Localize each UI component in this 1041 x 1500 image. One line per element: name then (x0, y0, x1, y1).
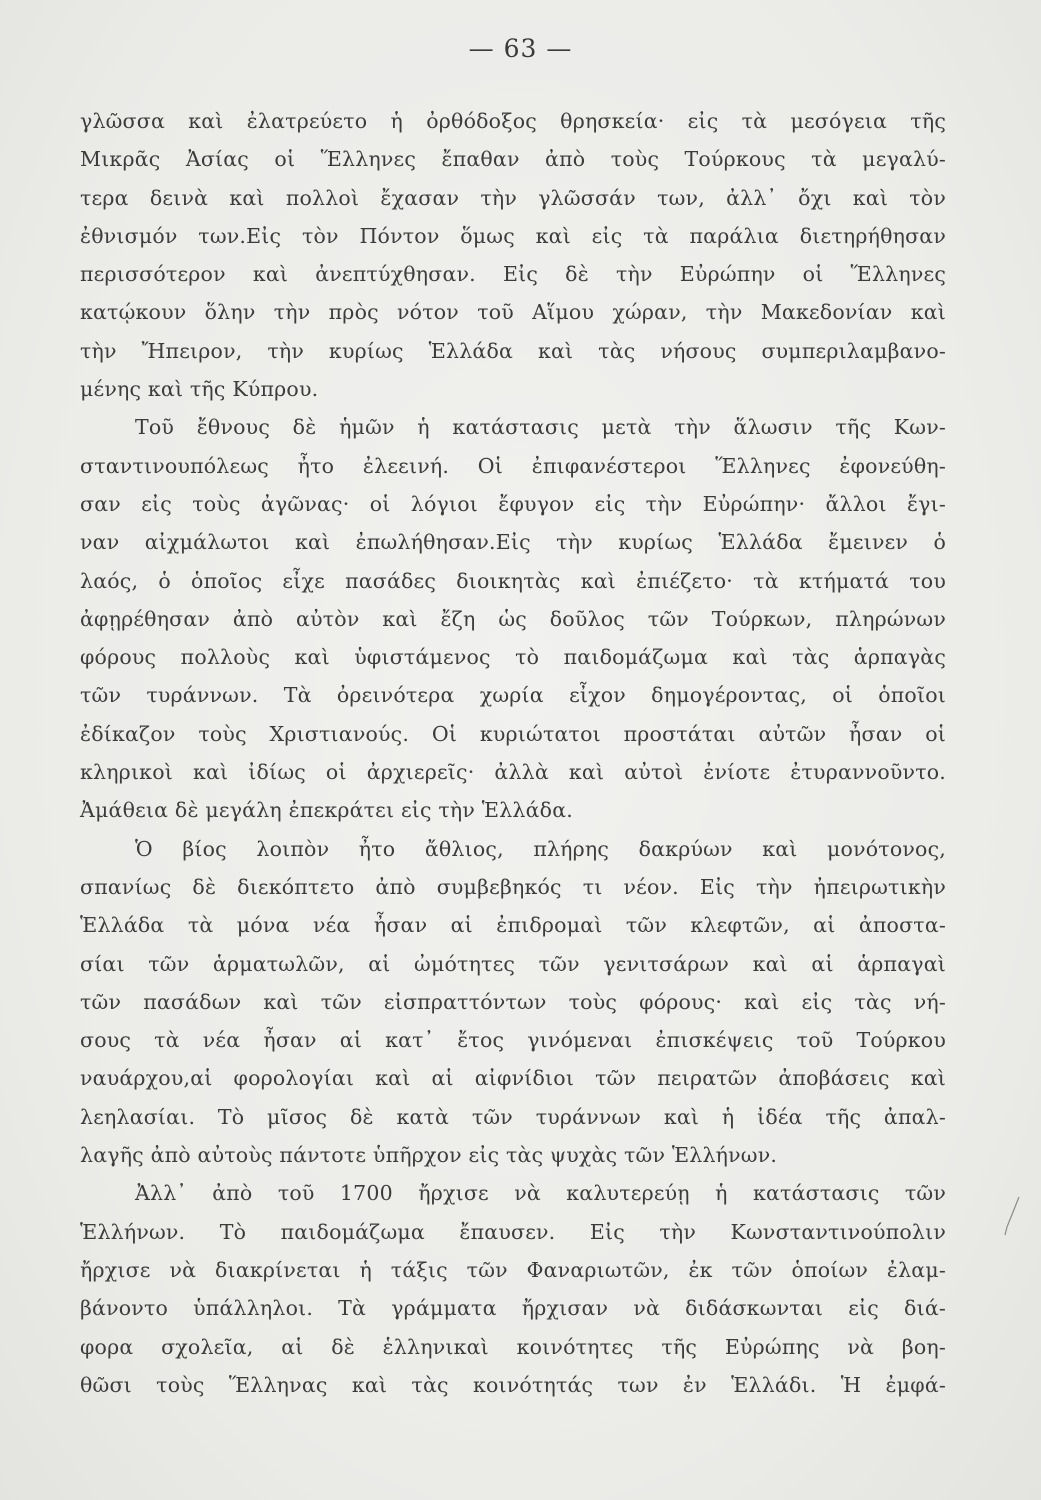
text-line: Ἑλλάδα τὰ μόνα νέα ἦσαν αἱ ἐπιδρομαὶ τῶν κλεφτῶν, αἱ ἀποστα- (80, 913, 946, 938)
page-number: — 63 — (468, 34, 573, 63)
text-line: σταντινουπόλεως ἦτο ἐλεεινή. Οἱ ἐπιφανέστεροι Ἕλληνες ἐφονεύθη- (80, 453, 946, 478)
text-line: κληρικοὶ καὶ ἰδίως οἱ ἀρχιερεῖς· ἀλλὰ καὶ αὐτοὶ ἐνίοτε ἐτυραννοῦντο. (80, 760, 946, 785)
text-line: Ἀμάθεια δὲ μεγάλη ἐπεκράτει εἰς τὴν Ἑλλάδα. (80, 798, 573, 823)
text-line: τὴν Ἤπειρον, τὴν κυρίως Ἑλλάδα καὶ τὰς νήσους συμπεριλαμβανο- (80, 338, 946, 363)
pencil-margin-mark (1003, 1195, 1021, 1237)
body-text (80, 102, 946, 1404)
text-line: ἤρχισε νὰ διακρίνεται ἡ τάξις τῶν Φαναριωτῶν, ἐκ τῶν ὁποίων ἐλαμ- (80, 1257, 946, 1282)
text-line: σίαι τῶν ἁρματωλῶν, αἱ ὠμότητες τῶν γενιτσάρων καὶ αἱ ἁρπαγαὶ (80, 951, 946, 976)
text-line: τῶν τυράννων. Τὰ ὀρεινότερα χωρία εἶχον δημογέροντας, οἱ ὁποῖοι (80, 683, 946, 708)
text-line: περισσότερον καὶ ἀνεπτύχθησαν. Εἰς δὲ τὴν Εὐρώπην οἱ Ἕλληνες (80, 262, 946, 287)
text-line: φόρους πολλοὺς καὶ ὑφιστάμενος τὸ παιδομάζωμα καὶ τὰς ἁρπαγὰς (80, 645, 946, 670)
text-line: Μικρᾶς Ἀσίας οἱ Ἕλληνες ἔπαθαν ἀπὸ τοὺς Τούρκους τὰ μεγαλύ- (80, 147, 946, 172)
text-line: ἀφῃρέθησαν ἀπὸ αὐτὸν καὶ ἔζη ὡς δοῦλος τῶν Τούρκων, πληρώνων (80, 606, 946, 631)
text-line: σους τὰ νέα ἦσαν αἱ κατ᾽ ἔτος γινόμεναι ἐπισκέψεις τοῦ Τούρκου (80, 1028, 946, 1053)
text-line: ναυάρχου,αἱ φορολογίαι καὶ αἱ αἰφνίδιοι τῶν πειρατῶν ἀποβάσεις καὶ (80, 1066, 946, 1091)
text-line: ἐθνισμόν των.Εἰς τὸν Πόντον ὅμως καὶ εἰς τὰ παράλια διετηρήθησαν (80, 223, 946, 248)
text-line: σπανίως δὲ διεκόπτετο ἀπὸ συμβεβηκός τι νέον. Εἰς τὴν ἠπειρωτικὴν (80, 874, 946, 899)
text-line: λεηλασίαι. Τὸ μῖσος δὲ κατὰ τῶν τυράννων καὶ ἡ ἰδέα τῆς ἀπαλ- (80, 1104, 946, 1129)
text-line: φορα σχολεῖα, αἱ δὲ ἑλληνικαὶ κοινότητες τῆς Εὐρώπης νὰ βοη- (80, 1334, 946, 1359)
text-line: μένης καὶ τῆς Κύπρου. (80, 377, 319, 402)
text-line: ναν αἰχμάλωτοι καὶ ἐπωλήθησαν.Εἰς τὴν κυρίως Ἑλλάδα ἔμεινεν ὁ (80, 530, 946, 555)
text-line: θῶσι τοὺς Ἕλληνας καὶ τὰς κοινότητάς των ἐν Ἑλλάδι. Ἡ ἐμφά- (80, 1372, 946, 1397)
text-line: λαγῆς ἀπὸ αὐτοὺς πάντοτε ὑπῆρχον εἰς τὰς ψυχὰς τῶν Ἑλλήνων. (80, 1143, 778, 1168)
paragraph-start-line: Ὁ βίος λοιπὸν ἦτο ἄθλιος, πλήρης δακρύων καὶ μονότονος, (135, 836, 946, 861)
text-line: τῶν πασάδων καὶ τῶν εἰσπραττόντων τοὺς φόρους· καὶ εἰς τὰς νή- (80, 989, 946, 1014)
text-line: Ἑλλήνων. Τὸ παιδομάζωμα ἔπαυσεν. Εἰς τὴν Κωνσταντινούπολιν (80, 1219, 946, 1244)
text-line: ἐδίκαζον τοὺς Χριστιανούς. Οἱ κυριώτατοι προστάται αὐτῶν ἦσαν οἱ (80, 721, 946, 746)
text-line: τερα δεινὰ καὶ πολλοὶ ἔχασαν τὴν γλῶσσάν των, ἀλλ᾽ ὄχι καὶ τὸν (80, 185, 946, 210)
text-line: γλῶσσα καὶ ἐλατρεύετο ἡ ὀρθόδοξος θρησκεία· εἰς τὰ μεσόγεια τῆς (80, 109, 946, 133)
text-line: βάνοντο ὑπάλληλοι. Τὰ γράμματα ἤρχισαν νὰ διδάσκωνται εἰς διά- (80, 1296, 946, 1321)
text-line: σαν εἰς τοὺς ἀγῶνας· οἱ λόγιοι ἔφυγον εἰς τὴν Εὐρώπην· ἄλλοι ἔγι- (80, 491, 946, 516)
paragraph-start-line: Ἀλλ᾽ ἀπὸ τοῦ 1700 ἤρχισε νὰ καλυτερεύῃ ἡ κατάστασις τῶν (135, 1181, 946, 1206)
text-line: λαός, ὁ ὁποῖος εἶχε πασάδες διοικητὰς καὶ ἐπιέζετο· τὰ κτήματά του (80, 568, 946, 593)
text-line: κατῴκουν ὅλην τὴν πρὸς νότον τοῦ Αἵμου χώραν, τὴν Μακεδονίαν καὶ (80, 300, 946, 325)
paragraph-start-line: Τοῦ ἔθνους δὲ ἡμῶν ἡ κατάστασις μετὰ τὴν ἅλωσιν τῆς Κων- (135, 415, 946, 440)
